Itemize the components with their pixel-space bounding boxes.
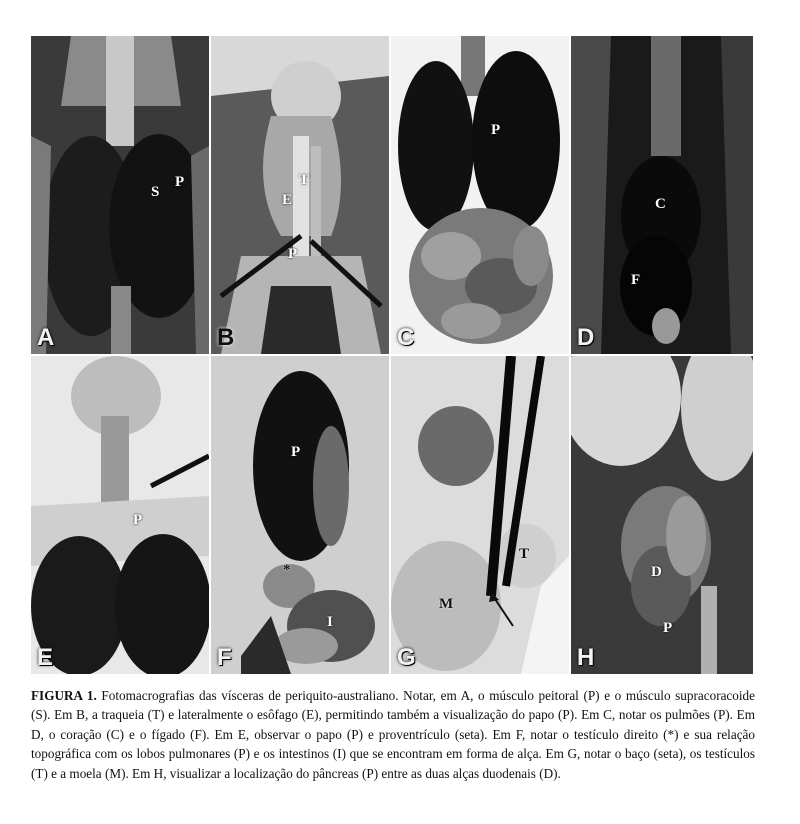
panel-letter-e: E [37, 644, 54, 671]
label-a-p: P [175, 174, 185, 190]
panel-f [211, 356, 389, 674]
label-f-i: I [327, 614, 333, 630]
panel-d [571, 36, 753, 354]
photo-d [571, 36, 753, 354]
label-d-f: F [631, 272, 641, 288]
panel-letter-a: A [37, 324, 55, 351]
label-g-t: T [519, 546, 530, 562]
panel-e [31, 356, 209, 674]
panel-letter-f: F [217, 644, 232, 671]
panel-g [391, 356, 569, 674]
panel-letter-h: H [577, 644, 595, 671]
photo-h [571, 356, 753, 674]
label-d-c: C [655, 196, 666, 212]
label-h-d: D [651, 564, 662, 580]
photo-b [211, 36, 389, 354]
label-b-t: T [299, 172, 310, 188]
label-a-s: S [151, 184, 160, 200]
label-b-e: E [282, 192, 293, 208]
panel-letter-d: D [577, 324, 595, 351]
photo-a [31, 36, 209, 354]
panel-letter-b: B [217, 324, 235, 351]
panel-a [31, 36, 209, 354]
photo-f [211, 356, 389, 674]
caption-label: FIGURA 1. [31, 688, 97, 703]
panel-letter-c: C [397, 324, 415, 351]
panel-b [211, 36, 389, 354]
figure-caption [31, 686, 755, 783]
photo-c [391, 36, 569, 354]
caption-text: Fotomacrografias das vísceras de periquito-australiano. Notar, em A, o músculo peitoral (P) e o músculo supracoracoide (S). Em B, a traqueia (T) e lateralmente o esôfago (E), permitindo também a visualização do papo (P). Em C, notar os pulmões (P). Em D, o coração (C) e o fígado (F). Em E, observar o papo (P) e proventrículo (seta). Em F, notar o testículo direito (*) e sua relação topográfica com os lobos pulmonares (P) e os intestinos (I) que se encontram em forma de alça. Em G, notar o baço (seta), os testículos (T) e a moela (M). Em H, visualizar a localização do pâncreas (P) entre as duas alças duodenais (D). [31, 688, 755, 781]
panel-h [571, 356, 753, 674]
label-f-p: P [291, 444, 301, 460]
label-g-m: M [439, 596, 454, 612]
panel-c [391, 36, 569, 354]
label-c-p: P [491, 122, 501, 138]
label-e-p: P [133, 512, 143, 528]
figure [31, 36, 753, 674]
photo-g [391, 356, 569, 674]
panel-letter-g: G [397, 644, 416, 671]
label-h-p: P [663, 620, 673, 636]
label-f-asterisk: * [283, 562, 291, 578]
photo-e [31, 356, 209, 674]
label-b-p: P [288, 246, 298, 262]
